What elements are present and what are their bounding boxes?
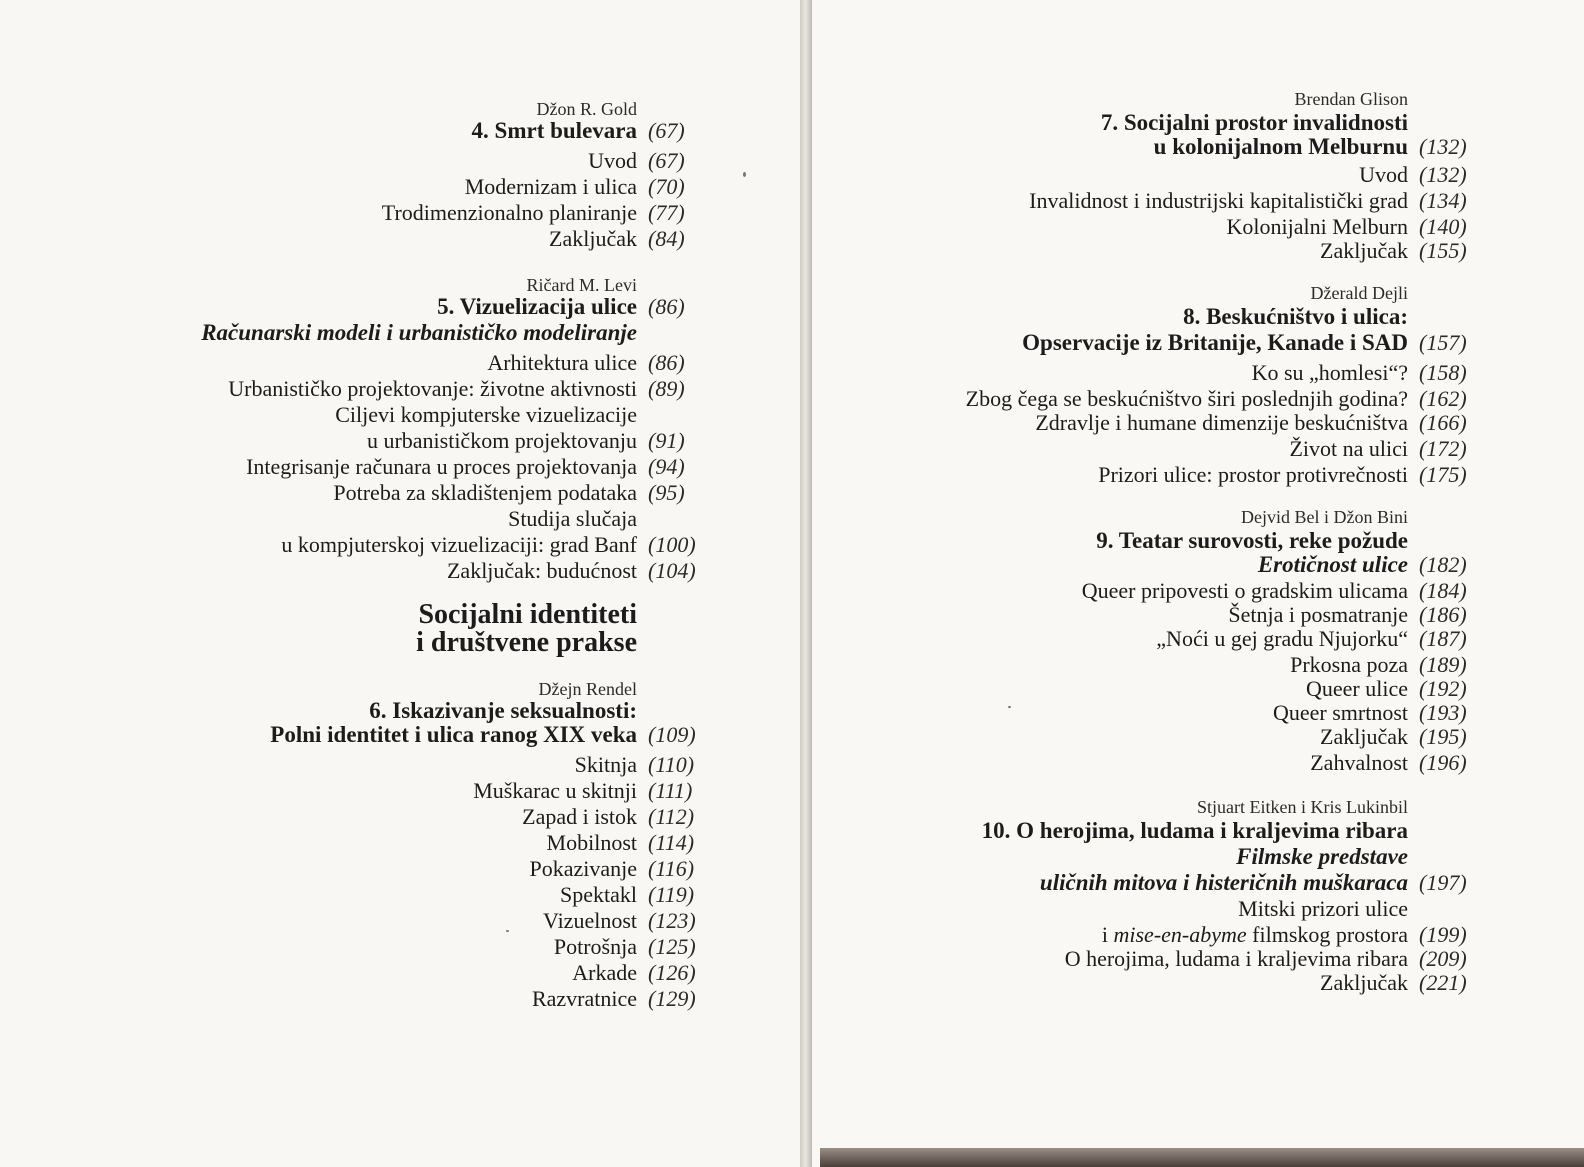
right-page [812, 0, 1584, 1167]
toc-entry-title: Muškarac u skitnji [473, 778, 637, 803]
toc-entry-item [1306, 676, 1408, 702]
page-number: (89) [648, 376, 685, 401]
toc-entry-title: Zaključak [1320, 724, 1408, 749]
book-gutter [800, 0, 812, 1167]
toc-entry-item [367, 428, 637, 454]
page-number: (104) [648, 558, 696, 583]
page-number-cell [1419, 700, 1467, 726]
toc-entry-item [588, 148, 637, 174]
toc-entry-item [1029, 188, 1408, 214]
page-number: (155) [1419, 238, 1467, 263]
page-number-cell [648, 480, 685, 506]
page-edge-bottom [820, 1148, 1584, 1167]
page-number-cell [1419, 602, 1467, 628]
toc-entry-item [281, 532, 637, 558]
page-number: (184) [1419, 578, 1467, 603]
page-number-cell [648, 908, 696, 934]
page-number-cell [648, 376, 685, 402]
toc-entry-section [418, 600, 637, 630]
toc-entry-subtitle [1040, 870, 1408, 896]
toc-entry-title: Vizuelnost [543, 908, 637, 933]
chapter-subtitle: uličnih mitova i histeričnih muškaraca [1039, 870, 1408, 895]
toc-entry-chapter [437, 294, 637, 320]
page-number: (209) [1419, 946, 1467, 971]
chapter-title: 4. Smrt bulevara [471, 118, 637, 143]
page-number: (77) [648, 200, 685, 225]
section-heading: Socijalni identiteti [418, 599, 637, 630]
page-number-cell [1419, 360, 1467, 386]
toc-entry-item [228, 376, 637, 402]
section-heading: i društvene prakse [416, 627, 637, 658]
page-number-cell [1419, 870, 1467, 896]
page-number-cell [1419, 238, 1467, 264]
toc-entry-title: Arhitektura ulice [487, 350, 637, 375]
page-number: (140) [1419, 214, 1467, 239]
toc-entry-title: Zapad i istok [522, 804, 637, 829]
toc-entry-title: Uvod [588, 148, 637, 173]
page-number-cell [1419, 970, 1467, 996]
page-number: (125) [648, 934, 696, 959]
toc-entry-title: Potreba za skladištenjem podataka [333, 480, 637, 505]
page-number-cell [1419, 626, 1467, 652]
toc-entry-item [522, 804, 637, 830]
toc-entry-item [1082, 578, 1408, 604]
toc-entry-title: Uvod [1359, 162, 1408, 187]
author-name: Dejvid Bel i Džon Bini [1241, 507, 1408, 527]
page-number: (91) [648, 428, 685, 453]
toc-entry-item [382, 200, 637, 226]
toc-entry-subtitle [201, 320, 637, 346]
toc-entry-item [465, 174, 637, 200]
page-number-cell [648, 882, 694, 908]
toc-entry-title: Queer ulice [1306, 676, 1408, 701]
toc-entry-title: Queer smrtnost [1272, 700, 1408, 725]
toc-entry-chapter [270, 722, 637, 748]
page-number-cell [648, 226, 685, 252]
page-number: (193) [1419, 700, 1467, 725]
page-number-cell [1419, 436, 1467, 462]
toc-entry-title [1102, 922, 1408, 948]
toc-entry-title: Ko su „homlesi“? [1251, 360, 1408, 385]
page-number: (157) [1419, 330, 1467, 355]
toc-entry-title: Spektakl [560, 882, 637, 907]
paper-speck [1008, 706, 1011, 708]
page-number: (158) [1419, 360, 1467, 385]
page-number: (186) [1419, 602, 1467, 627]
toc-entry-author [1241, 504, 1408, 530]
toc-entry-item [1035, 410, 1408, 436]
paper-speck [506, 930, 509, 932]
toc-entry-author [1311, 280, 1408, 306]
page-number-cell [648, 830, 694, 856]
toc-entry-author [1197, 794, 1408, 820]
page-number-cell [648, 752, 694, 778]
toc-entry-item [1065, 946, 1408, 972]
toc-entry-chapter [1154, 134, 1408, 160]
chapter-title: 6. Iskazivanje seksualnosti: [369, 698, 637, 723]
chapter-title: 10. O herojima, ludama i kraljevima ribara [981, 818, 1408, 843]
page-number-cell [1419, 652, 1467, 678]
toc-entry-title: Šetnja i posmatranje [1228, 602, 1408, 627]
page-number: (172) [1419, 436, 1467, 461]
toc-entry-item [333, 480, 637, 506]
toc-entry-item [529, 856, 637, 882]
toc-entry-section [416, 628, 637, 658]
page-number-cell [648, 174, 685, 200]
page-number-cell [1419, 410, 1467, 436]
toc-entry-chapter [982, 818, 1408, 844]
toc-entry-item [966, 386, 1408, 412]
page-number: (221) [1419, 970, 1467, 995]
toc-entry-item [554, 934, 637, 960]
toc-entry-title: Zaključak: budućnost [446, 558, 637, 583]
toc-entry-title: Modernizam i ulica [464, 174, 637, 199]
page-number: (94) [648, 454, 685, 479]
page-number: (126) [648, 960, 696, 985]
page-number-cell [1419, 162, 1467, 188]
toc-entry-item [1228, 602, 1408, 628]
toc-entry-title: Queer pripovesti o gradskim ulicama [1081, 578, 1408, 603]
chapter-title: 9. Teatar surovosti, reke požude [1096, 528, 1408, 553]
page-number: (114) [648, 830, 695, 855]
page-number-cell [648, 294, 685, 320]
toc-entry-item [1310, 750, 1408, 776]
page-number: (196) [1419, 750, 1467, 775]
toc-entry-chapter [1101, 110, 1408, 136]
toc-entry-item [1098, 462, 1408, 488]
toc-entry-title: Zbog čega se beskućništvo širi poslednjih godina? [965, 386, 1408, 411]
page-number: (67) [648, 148, 685, 173]
page-number: (100) [648, 532, 696, 557]
toc-entry-item [508, 506, 637, 532]
toc-entry-title: u kompjuterskoj vizuelizaciji: grad Banf [281, 532, 637, 557]
toc-entry-title: O herojima, ludama i kraljevima ribara [1064, 946, 1408, 971]
toc-entry-item [1273, 700, 1408, 726]
toc-entry-item [1252, 360, 1408, 386]
toc-entry-title: Mitski prizori ulice [1238, 896, 1408, 921]
page-number-cell [1419, 214, 1467, 240]
toc-entry-item [547, 830, 637, 856]
entry-text-pre: i [1101, 922, 1114, 947]
toc-entry-item [473, 778, 637, 804]
page-number-cell [648, 428, 685, 454]
toc-entry-title: Prkosna poza [1290, 652, 1408, 677]
page-number-cell [1419, 188, 1467, 214]
page-number: (189) [1419, 652, 1467, 677]
toc-entry-subtitle [1258, 552, 1408, 578]
page-number: (86) [648, 294, 685, 319]
toc-entry-title: Zaključak [549, 226, 637, 251]
chapter-title: 7. Socijalni prostor invalidnosti [1100, 110, 1408, 135]
toc-entry-title: Zaključak [1320, 238, 1408, 263]
chapter-subtitle: Računarski modeli i urbanističko modeliranje [201, 320, 637, 345]
page-number: (123) [648, 908, 696, 933]
toc-entry-item [1320, 724, 1408, 750]
toc-entry-item [487, 350, 637, 376]
chapter-subtitle: Filmske predstave [1236, 844, 1408, 869]
author-name: Ričard M. Levi [526, 275, 637, 295]
toc-entry-item [1102, 922, 1408, 948]
page-number-cell [1419, 134, 1467, 160]
toc-entry-title: Ciljevi kompjuterske vizuelizacije [335, 402, 637, 427]
toc-entry-chapter [472, 118, 637, 144]
toc-entry-title: Zaključak [1320, 970, 1408, 995]
author-name: Džon R. Gold [536, 99, 637, 119]
page-number: (116) [648, 856, 695, 881]
page-number: (199) [1419, 922, 1467, 947]
toc-entry-item [1290, 652, 1408, 678]
page-number-cell [1419, 386, 1467, 412]
right-toc [812, 0, 1584, 1167]
toc-entry-item [246, 454, 637, 480]
toc-entry-title: Zahvalnost [1310, 750, 1408, 775]
page-number: (95) [648, 480, 685, 505]
page-number-cell [648, 558, 696, 584]
toc-entry-title: Mobilnost [546, 830, 637, 855]
page-number: (175) [1419, 462, 1467, 487]
toc-entry-item [1238, 896, 1408, 922]
toc-entry-title: Trodimenzionalno planiranje [381, 200, 637, 225]
page-number-cell [648, 454, 685, 480]
page-number: (84) [648, 226, 685, 251]
toc-entry-item [575, 752, 637, 778]
page-number: (132) [1419, 134, 1467, 159]
page-number: (111) [648, 778, 693, 803]
page-number-cell [648, 778, 692, 804]
page-number-cell [648, 934, 696, 960]
page-number-cell [1419, 462, 1467, 488]
toc-entry-item [560, 882, 637, 908]
toc-entry-item [335, 402, 637, 428]
chapter-title: 5. Vizuelizacija ulice [437, 294, 637, 319]
page-number-cell [1419, 676, 1467, 702]
author-name: Stjuart Eitken i Kris Lukinbil [1197, 797, 1408, 817]
chapter-title: Polni identitet i ulica ranog XIX veka [270, 722, 637, 747]
toc-entry-title: Skitnja [574, 752, 637, 777]
page-number-cell [1419, 750, 1467, 776]
toc-entry-author [1295, 86, 1408, 112]
page-number: (166) [1419, 410, 1467, 435]
chapter-title: 8. Beskućništvo i ulica: [1183, 304, 1408, 329]
author-name: Džerald Dejli [1310, 283, 1408, 303]
toc-entry-title: Razvratnice [531, 986, 637, 1011]
toc-entry-item [532, 986, 637, 1012]
page-number: (109) [648, 722, 696, 747]
page-number-cell [1419, 552, 1467, 578]
toc-entry-chapter [1183, 304, 1408, 330]
toc-entry-item [447, 558, 637, 584]
toc-entry-chapter [1096, 528, 1408, 554]
page-number-cell [648, 350, 685, 376]
page-number: (119) [648, 882, 695, 907]
page-number: (197) [1419, 870, 1467, 895]
page-number: (195) [1419, 724, 1467, 749]
page-number-cell [648, 986, 696, 1012]
toc-entry-title: Život na ulici [1289, 436, 1408, 461]
page-number-cell [648, 200, 685, 226]
toc-entry-item [549, 226, 637, 252]
toc-entry-item [1227, 214, 1408, 240]
toc-entry-chapter [369, 698, 637, 724]
page-number-cell [648, 722, 696, 748]
toc-entry-item [543, 908, 637, 934]
page-number: (187) [1419, 626, 1467, 651]
toc-entry-title: Pokazivanje [529, 856, 637, 881]
page-number-cell [1419, 724, 1467, 750]
toc-entry-title: Invalidnost i industrijski kapitalistički grad [1029, 188, 1408, 213]
toc-entry-title: Zdravlje i humane dimenzije beskućništva [1035, 410, 1408, 435]
page-number: (112) [648, 804, 695, 829]
toc-entry-subtitle [1236, 844, 1408, 870]
page-number: (192) [1419, 676, 1467, 701]
page-number-cell [648, 804, 694, 830]
page-number: (162) [1419, 386, 1467, 411]
page-number: (132) [1419, 162, 1467, 187]
page-number-cell [1419, 946, 1467, 972]
toc-entry-item [1320, 970, 1408, 996]
paper-speck [743, 172, 746, 177]
author-name: Brendan Glison [1294, 89, 1408, 109]
toc-entry-item [572, 960, 637, 986]
entry-text-italic: mise-en-abyme [1113, 922, 1247, 947]
toc-entry-item [1156, 626, 1408, 652]
page-number-cell [648, 960, 696, 986]
chapter-title: u kolonijalnom Melburnu [1153, 134, 1408, 159]
toc-entry-item [1320, 238, 1408, 264]
toc-entry-title: u urbanističkom projektovanju [366, 428, 637, 453]
toc-entry-title: Potrošnja [553, 934, 637, 959]
page-number: (86) [648, 350, 685, 375]
page-number-cell [648, 532, 696, 558]
page-number-cell [1419, 578, 1467, 604]
page-number-cell [1419, 330, 1467, 356]
page-number-cell [648, 148, 685, 174]
chapter-title: Opservacije iz Britanije, Kanade i SAD [1022, 330, 1408, 355]
author-name: Džejn Rendel [538, 679, 637, 699]
entry-text-post: filmskog prostora [1246, 922, 1408, 947]
toc-entry-item [1359, 162, 1408, 188]
toc-entry-title: Studija slučaja [508, 506, 637, 531]
toc-entry-title: Urbanističko projektovanje: životne aktivnosti [228, 376, 637, 401]
toc-entry-title: „Noći u gej gradu Njujorku“ [1156, 626, 1408, 651]
page-number: (129) [648, 986, 696, 1011]
page-number: (182) [1419, 552, 1467, 577]
page-number-cell [1419, 922, 1467, 948]
page-number: (67) [648, 118, 685, 143]
page-number-cell [648, 118, 685, 144]
toc-entry-title: Integrisanje računara u proces projektovanja [246, 454, 637, 479]
page-number: (110) [648, 752, 695, 777]
toc-entry-title: Kolonijalni Melburn [1226, 214, 1408, 239]
page-number: (134) [1419, 188, 1467, 213]
page-number-cell [648, 856, 694, 882]
toc-entry-title: Prizori ulice: prostor protivrečnosti [1098, 462, 1408, 487]
page-number: (70) [648, 174, 685, 199]
toc-entry-chapter [1022, 330, 1408, 356]
toc-entry-item [1289, 436, 1408, 462]
chapter-subtitle: Erotičnost ulice [1257, 552, 1408, 577]
toc-entry-title: Arkade [572, 960, 637, 985]
